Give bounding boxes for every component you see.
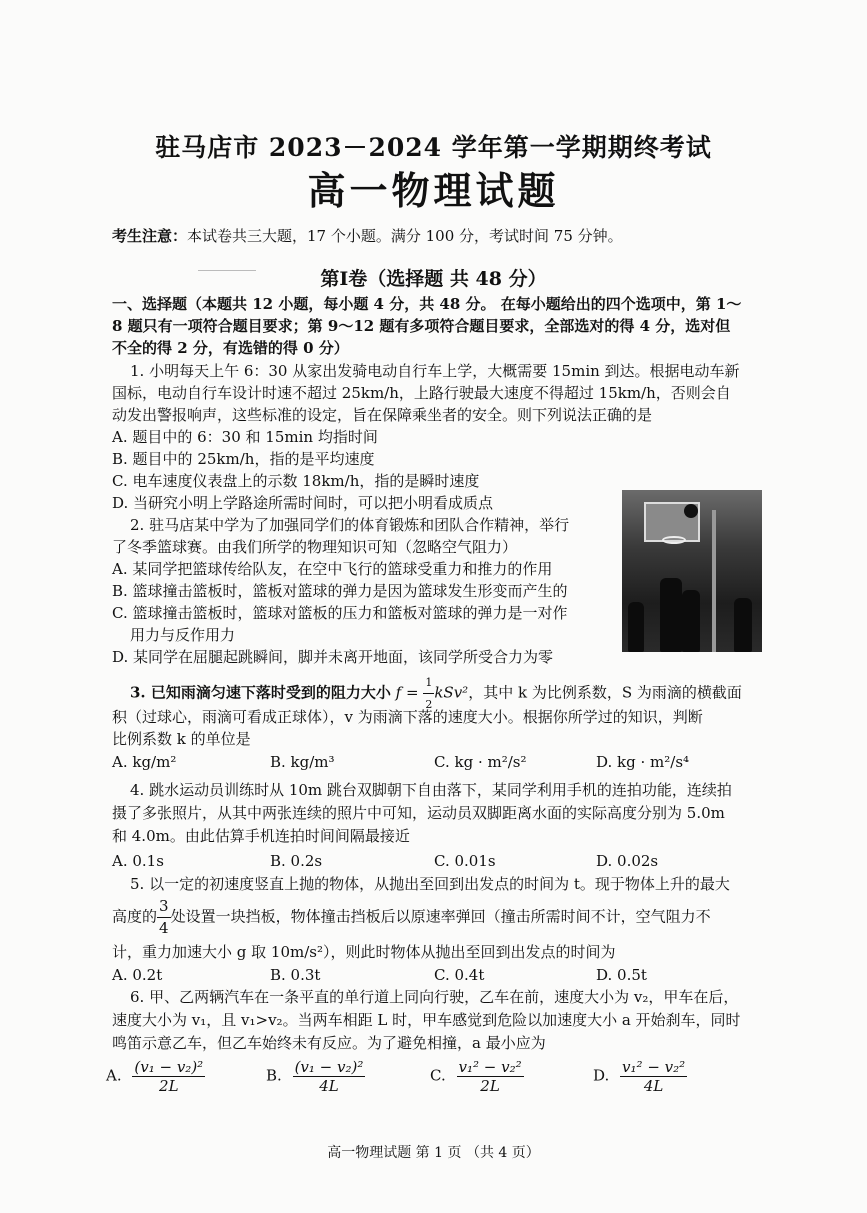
q3-formula-fraction: $\frac{1}{2}$ [423,672,434,715]
q3-stem-text: 3. 已知雨滴匀速下落时受到的阻力大小 [130,683,391,702]
q5-option-c: C. 0.4t [434,966,485,984]
exam-notice [112,225,623,246]
q6-option-a: A. $\frac{\text{(v₁ − v₂)²}}{2L}$ [106,1058,204,1095]
q4-option-d: D. 0.02s [596,852,659,870]
page-footer: 高一物理试题 第 1 页 （共 4 页） [327,1145,540,1161]
q4-option-a: A. 0.1s [112,852,164,870]
q2-stem: 2. 驻马店某中学为了加强同学们的体育锻炼和团队合作精神，举行 [130,516,570,534]
q1-stem: 国标，电动自行车设计时速不超过 25km/h，上路行驶最大速度不得超过 15km/h，否则会自 [112,384,731,402]
q4-option-c: C. 0.01s [434,852,496,870]
q5-fraction: $\frac{3}{4}$ [159,897,169,937]
section-instructions-line: 8 题只有一项符合题目要求；第 9～12 题有多项符合题目要求，全部选对的得 4 分，选对但 [112,317,731,335]
q2-option-d: D. 某同学在屈腿起跳瞬间，脚并未离开地面，该同学所受合力为零 [112,648,554,666]
notice-label: 考生注意： [112,227,188,245]
q1-stem: 动发出警报响声，这些标准的设定，旨在保障乘坐者的安全。则下列说法正确的是 [112,406,653,424]
q6-option-d: D. $\frac{\text{v₁² − v₂²}}{4L}$ [593,1058,686,1095]
q6-stem: 鸣笛示意乙车，但乙车始终未有反应。为了避免相撞，a 最小应为 [112,1034,546,1052]
notice-text: 本试卷共三大题，17 个小题。满分 100 分，考试时间 75 分钟。 [187,227,623,245]
q6-stem: 6. 甲、乙两辆汽车在一条平直的单行道上同向行驶，乙车在前，速度大小为 v₂，甲车在后， [130,988,739,1006]
q2-option-c: C. 篮球撞击篮板时，篮球对篮板的压力和篮板对篮球的弹力是一对作 [112,604,568,622]
q6-option-c: C. $\frac{\text{v₁² − v₂²}}{2L}$ [430,1058,522,1095]
q3-formula-rhs: kSv² [434,683,469,702]
q3-option-a: A. kg/m² [112,753,177,771]
q3-option-c: C. kg · m²/s² [434,753,527,771]
q1-option-a: A. 题目中的 6：30 和 15min 均指时间 [112,428,378,446]
exam-title: 驻马店市 2023－2024 学年第一学期期终考试 [155,133,712,162]
basketball-photo [622,490,762,652]
q1-option-c: C. 电车速度仪表盘上的示数 18km/h，指的是瞬时速度 [112,472,480,490]
q3-stem-text: ，其中 k 为比例系数，S 为雨滴的横截面 [468,683,742,702]
q5-option-b: B. 0.3t [270,966,321,984]
exam-subject-title: 高一物理试题 [307,168,560,213]
q5-stem [112,896,711,939]
q6-option-b: B. $\frac{\text{(v₁ − v₂)²}}{4L}$ [266,1058,364,1095]
q2-option-b: B. 篮球撞击篮板时，篮板对篮球的弹力是因为篮球发生形变而产生的 [112,582,568,600]
q5-option-a: A. 0.2t [112,966,163,984]
q3-option-d: D. kg · m²/s⁴ [596,753,690,771]
section-instructions-line: 不全的得 2 分，有选错的得 0 分） [112,339,349,357]
q5-option-d: D. 0.5t [596,966,647,984]
q5-stem: 5. 以一定的初速度竖直上抛的物体，从抛出至回到出发点的时间为 t。现于物体上升的最大 [130,875,730,893]
q1-option-d: D. 当研究小明上学路途所需时间时，可以把小明看成质点 [112,494,494,512]
q5-stem-text: 高度的 [112,907,158,926]
q2-stem: 了冬季篮球赛。由我们所学的物理知识可知（忽略空气阻力） [112,538,518,556]
q3-stem: 比例系数 k 的单位是 [112,730,251,748]
q2-option-a: A. 某同学把篮球传给队友，在空中飞行的篮球受重力和推力的作用 [112,560,553,578]
q4-stem: 4. 跳水运动员训练时从 10m 跳台双脚朝下自由落下，某同学利用手机的连拍功能，连续拍 [130,781,732,799]
q5-stem: 计，重力加速大小 g 取 10m/s²），则此时物体从抛出至回到出发点的时间为 [112,943,616,961]
q4-stem: 摄了多张照片，从其中两张连续的照片中可知，运动员双脚距离水面的实际高度分别为 5.0m [112,804,725,822]
q1-stem: 1. 小明每天上午 6：30 从家出发骑电动自行车上学，大概需要 15min 到达。根据电动车新 [130,362,740,380]
q3-stem: 积（过球心，雨滴可看成正球体），v 为雨滴下落的速度大小。根据你所学过的知识，判断 [112,708,703,726]
q3-option-b: B. kg/m³ [270,753,335,771]
q5-stem-text: 处设置一块挡板，物体撞击挡板后以原速率弹回（撞击所需时间不计，空气阻力不 [170,907,711,926]
q4-stem: 和 4.0m。由此估算手机连拍时间间隔最接近 [112,827,410,845]
q3-formula-lhs: f = [395,683,419,702]
q2-option-c-cont: 用力与反作用力 [130,626,236,644]
q1-option-b: B. 题目中的 25km/h，指的是平均速度 [112,450,375,468]
q4-option-b: B. 0.2s [270,852,323,870]
q6-stem: 速度大小为 v₁，且 v₁>v₂。当两车相距 L 时，甲车感觉到危险以加速度大小 a 开始刹车，同时 [112,1011,741,1029]
section-instructions-line: 一、选择题（本题共 12 小题，每小题 4 分，共 48 分。 在每小题给出的四个选项中，第 1～ [112,295,742,313]
section-title: 第Ⅰ卷（选择题 共 48 分） [320,268,547,290]
